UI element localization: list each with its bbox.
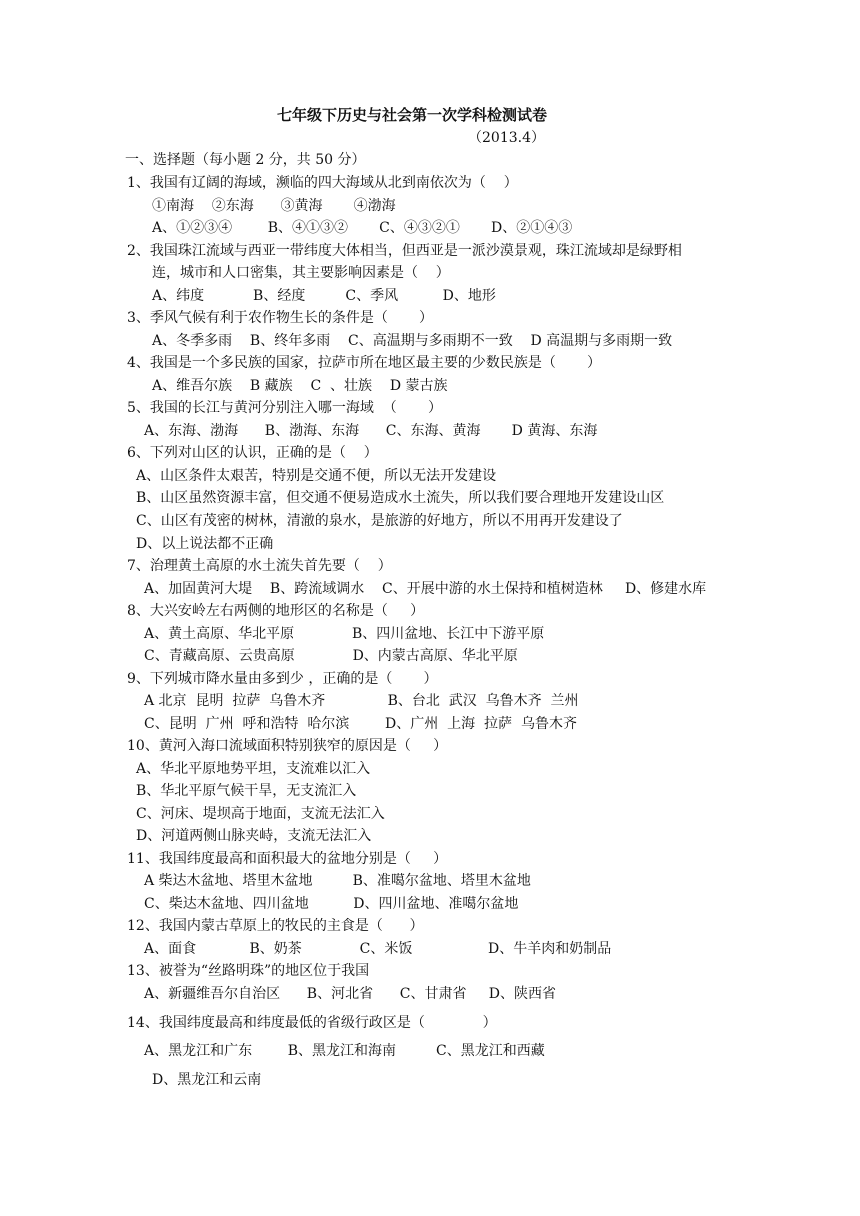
question-line: 7、治理黄土高原的水土流失首先要（ ）: [127, 558, 392, 574]
section-heading: 一、选择题（每小题 2 分，共 50 分）: [125, 152, 366, 168]
option-line: C、柴达木盆地、四川盆地 D、四川盆地、准噶尔盆地: [144, 896, 519, 912]
question-line: 2、我国珠江流域与西亚一带纬度大体相当，但西亚是一派沙漠景观，珠江流域却是绿野相: [127, 243, 682, 259]
question-line: 12、我国内蒙古草原上的牧民的主食是（ ）: [127, 918, 424, 934]
question-line: 13、被誉为“丝路明珠”的地区位于我国: [127, 963, 370, 979]
option-line: B、山区虽然资源丰富，但交通不便易造成水土流失，所以我们要合理地开发建设山区: [136, 490, 665, 506]
option-line: B、华北平原气候干旱，无支流汇入: [136, 783, 357, 799]
option-line: A、①②③④ B、④①③② C、④③②① D、②①④③: [152, 220, 573, 236]
option-line: D、以上说法都不正确: [136, 536, 274, 552]
option-line: D、黑龙江和云南: [152, 1072, 262, 1088]
option-line: A、加固黄河大堤 B、跨流域调水 C、开展中游的水土保持和植树造林 D、修建水库: [144, 581, 707, 597]
option-line: A、冬季多雨 B、终年多雨 C、高温期与多雨期不一致 D 高温期与多雨期一致: [152, 333, 673, 349]
exam-date: （2013.4）: [468, 130, 545, 146]
question-line: 1、我国有辽阔的海域，濒临的四大海域从北到南依次为（ ）: [127, 175, 518, 191]
question-line: 14、我国纬度最高和纬度最低的省级行政区是（ ）: [127, 1015, 497, 1031]
option-line: ①南海 ②东海 ③黄海 ④渤海: [152, 198, 396, 214]
option-line: A 北京 昆明 拉萨 乌鲁木齐 B、台北 武汉 乌鲁木齐 兰州: [144, 693, 579, 709]
question-line: 8、大兴安岭左右两侧的地形区的名称是（ ）: [127, 603, 425, 619]
option-line: D、河道两侧山脉夹峙，支流无法汇入: [136, 828, 372, 844]
option-line: C、山区有茂密的树林，清澈的泉水，是旅游的好地方，所以不用再开发建设了: [136, 513, 623, 529]
option-line: A、维吾尔族 B 藏族 C 、壮族 D 蒙古族: [152, 378, 448, 394]
option-line: A、山区条件太艰苦，特别是交通不便，所以无法开发建设: [136, 468, 497, 484]
option-line: A、新疆维吾尔自治区 B、河北省 C、甘肃省 D、陕西省: [144, 986, 556, 1002]
question-line: 6、下列对山区的认识，正确的是（ ）: [127, 445, 378, 461]
option-line: C、河床、堤坝高于地面，支流无法汇入: [136, 806, 385, 822]
option-line: A、黑龙江和广东 B、黑龙江和海南 C、黑龙江和西藏: [144, 1043, 545, 1059]
question-line: 9、下列城市降水量由多到少 ，正确的是（ ）: [127, 671, 438, 687]
option-line: A、纬度 B、经度 C、季风 D、地形: [152, 288, 496, 304]
option-line: A 柴达木盆地、塔里木盆地 B、准噶尔盆地、塔里木盆地: [144, 873, 531, 889]
question-line: 10、黄河入海口流域面积特别狭窄的原因是（ ）: [127, 738, 448, 754]
option-line: C、青藏高原、云贵高原 D、内蒙古高原、华北平原: [144, 648, 518, 664]
option-line: A、面食 B、奶茶 C、米饭 D、牛羊肉和奶制品: [144, 941, 612, 957]
question-line: 3、季风气候有利于农作物生长的条件是（ ）: [127, 310, 434, 326]
option-line: A、华北平原地势平坦，支流难以汇入: [136, 761, 371, 777]
option-line: A、黄土高原、华北平原 B、四川盆地、长江中下游平原: [144, 626, 545, 642]
option-line: C、昆明 广州 呼和浩特 哈尔滨 D、广州 上海 拉萨 乌鲁木齐: [144, 716, 577, 732]
page-title: 七年级下历史与社会第一次学科检测试卷: [277, 106, 548, 124]
question-line: 连，城市和人口密集，其主要影响因素是（ ）: [152, 265, 450, 281]
question-line: 5、我国的长江与黄河分别注入哪一海域 （ ）: [127, 400, 442, 416]
question-line: 4、我国是一个多民族的国家，拉萨市所在地区最主要的少数民族是（ ）: [127, 355, 602, 371]
option-line: A、东海、渤海 B、渤海、东海 C、东海、黄海 D 黄海、东海: [144, 423, 598, 439]
question-line: 11、我国纬度最高和面积最大的盆地分别是（ ）: [127, 851, 448, 867]
